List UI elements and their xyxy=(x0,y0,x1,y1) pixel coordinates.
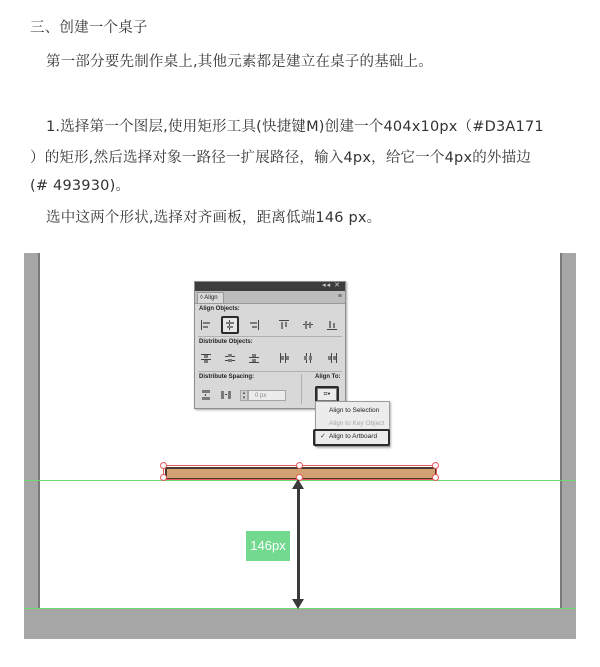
distribute-objects-label: Distribute Objects: xyxy=(199,339,253,345)
step1-line2: ）的矩形,然后选择对象一路径一扩展路径，输入4px，给它一个4px的外描边 xyxy=(30,150,532,166)
distribute-horizontal-center-icon[interactable] xyxy=(303,353,313,363)
step1-line3: (# 493930)。 xyxy=(30,178,131,194)
menu-item-align-to-artboard[interactable]: Align to Artboard xyxy=(329,433,378,440)
step1-line1: 1.选择第一个图层,使用矩形工具(快捷键M)创建一个404x10px（#D3A171 xyxy=(46,119,544,135)
distribute-horizontal-space-icon[interactable] xyxy=(221,390,231,400)
floor xyxy=(24,609,576,639)
intro-paragraph: 第一部分要先制作桌上,其他元素都是建立在桌子的基础上。 xyxy=(46,54,434,70)
align-bottom-icon[interactable] xyxy=(327,320,337,330)
distribute-vertical-center-icon[interactable] xyxy=(225,353,235,363)
distance-arrow xyxy=(297,485,300,603)
distance-label: 146px xyxy=(246,531,290,561)
align-right-icon[interactable] xyxy=(249,320,259,330)
step1-line4: 选中这两个形状,选择对齐画板，距离低端146 px。 xyxy=(46,210,382,226)
distribute-vertical-space-icon[interactable] xyxy=(201,390,211,400)
menu-item-align-to-selection[interactable]: Align to Selection xyxy=(329,407,380,414)
spacing-stepper[interactable]: ▴ ▾ xyxy=(240,390,248,401)
align-top-icon[interactable] xyxy=(279,320,289,330)
align-objects-label: Align Objects: xyxy=(199,306,240,312)
tab-align[interactable]: ◊ Align xyxy=(197,292,224,303)
distribute-spacing-label: Distribute Spacing: xyxy=(199,374,255,380)
section-heading: 三、创建一个桌子 xyxy=(30,20,148,36)
align-to-label: Align To: xyxy=(315,374,341,380)
selection-handle[interactable] xyxy=(160,474,167,481)
illustration-canvas xyxy=(24,253,576,639)
panel-tab-row xyxy=(195,291,345,304)
spacing-input[interactable]: 0 px xyxy=(248,390,286,401)
menu-item-align-to-key-object[interactable]: Align to Key Object xyxy=(329,420,385,427)
align-vertical-center-icon[interactable] xyxy=(303,320,313,330)
panel-window-controls[interactable]: ◂◂ ✕ xyxy=(322,282,341,289)
checkmark-icon: ✓ xyxy=(320,433,326,440)
selection-handle[interactable] xyxy=(160,462,167,469)
distribute-top-icon[interactable] xyxy=(201,353,211,363)
left-wall xyxy=(24,253,40,613)
divider xyxy=(301,374,302,404)
align-horizontal-center-icon[interactable] xyxy=(225,320,235,330)
selection-handle[interactable] xyxy=(432,474,439,481)
right-wall xyxy=(560,253,576,613)
divider xyxy=(198,371,342,372)
align-to-dropdown-button[interactable]: ⌗▾ xyxy=(317,388,337,401)
distribute-left-icon[interactable] xyxy=(279,353,289,363)
distribute-bottom-icon[interactable] xyxy=(249,353,259,363)
selection-handle[interactable] xyxy=(432,462,439,469)
panel-titlebar[interactable] xyxy=(195,282,345,291)
distribute-right-icon[interactable] xyxy=(327,353,337,363)
panel-menu-icon[interactable]: ≡ xyxy=(337,293,342,300)
align-left-icon[interactable] xyxy=(201,320,211,330)
highlight-box xyxy=(313,429,390,446)
divider xyxy=(198,336,342,337)
align-panel xyxy=(194,281,346,409)
selection-handle[interactable] xyxy=(296,462,303,469)
arrow-down-icon xyxy=(292,599,304,609)
